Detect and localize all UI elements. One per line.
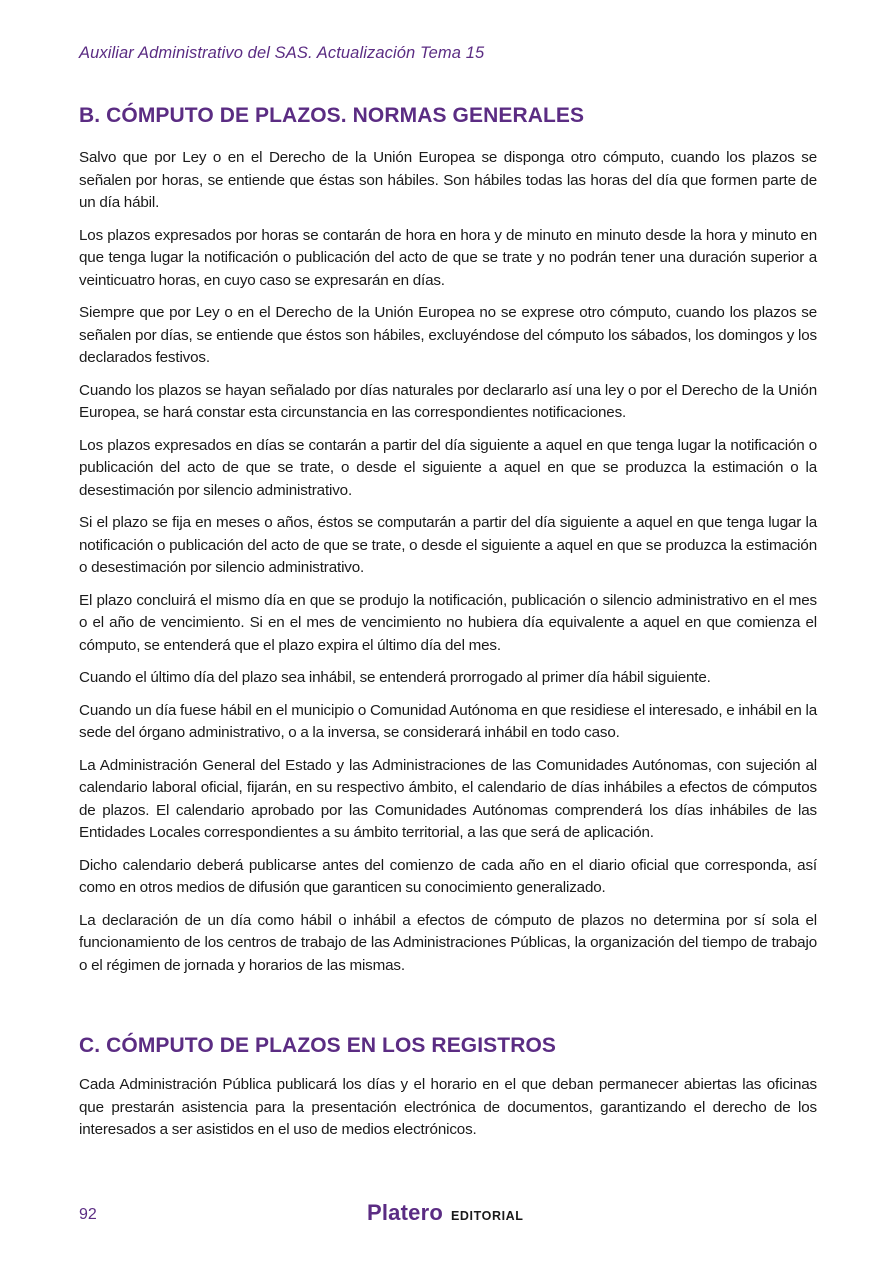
paragraph: Los plazos expresados por horas se contarán de hora en hora y de minuto en minuto desde la hora y minuto en que tenga lugar la notificación o publicación del acto de que se trate y no podrán tener una duración superior a veinticuatro horas, en cuyo caso se expresarán en días.: [79, 226, 817, 289]
paragraph: Salvo que por Ley o en el Derecho de la Unión Europea se disponga otro cómputo, cuando los plazos se señalen por horas, se entiende que éstas son hábiles. Son hábiles todas las horas del día que formen parte de un día hábil.: [79, 149, 817, 211]
section-heading-b: B. CÓMPUTO DE PLAZOS. NORMAS GENERALES: [79, 104, 585, 127]
publisher-logo: [367, 1200, 524, 1226]
paragraph: Siempre que por Ley o en el Derecho de la Unión Europea no se exprese otro cómputo, cuando los plazos se señalen por días, se entiende que éstos son hábiles, excluyéndose del cómputo los sábados, los domingos y los declarados festivos.: [79, 304, 817, 366]
page-number: 92: [79, 1206, 97, 1223]
paragraph: Cuando el último día del plazo sea inhábil, se entenderá prorrogado al primer día hábil siguiente.: [79, 669, 711, 686]
paragraph: Cuando los plazos se hayan señalado por días naturales por declararlo así una ley o por el Derecho de la Unión Europea, se hará constar esta circunstancia en las correspondientes notificaciones.: [79, 381, 817, 421]
section-heading-c: C. CÓMPUTO DE PLAZOS EN LOS REGISTROS: [79, 1034, 557, 1057]
section-c-body: [79, 1074, 817, 1152]
brand-name: Platero: [367, 1200, 443, 1225]
section-b-body: [79, 147, 817, 987]
running-header: Auxiliar Administrativo del SAS. Actualización Tema 15: [79, 44, 485, 62]
paragraph: Los plazos expresados en días se contarán a partir del día siguiente a aquel en que tenga lugar la notificación o publicación del acto de que se trate, o desde el siguiente a aquel en que se produzca la estimación o la desestimación por silencio administrativo.: [79, 436, 817, 499]
paragraph: Cada Administración Pública publicará los días y el horario en el que deban permanecer abiertas las oficinas que prestarán asistencia para la presentación electrónica de documentos, garantizando el derecho de los interesados a ser asistidos en el uso de medios electrónicos.: [79, 1076, 817, 1138]
paragraph: La declaración de un día como hábil o inhábil a efectos de cómputo de plazos no determina por sí sola el funcionamiento de los centros de trabajo de las Administraciones Públicas, la organización del tiempo de trabajo o el régimen de jornada y horarios de las mismas.: [79, 911, 817, 974]
paragraph: Cuando un día fuese hábil en el municipio o Comunidad Autónoma en que residiese el interesado, e inhábil en la sede del órgano administrativo, o a la inversa, se considerará inhábil en todo caso.: [79, 701, 817, 741]
paragraph: Dicho calendario deberá publicarse antes del comienzo de cada año en el diario oficial que corresponda, así como en otros medios de difusión que garanticen su conocimiento generalizado.: [79, 856, 817, 896]
brand-subtitle: EDITORIAL: [450, 1209, 524, 1223]
paragraph: El plazo concluirá el mismo día en que se produjo la notificación, publicación o silencio administrativo en el mes o el año de vencimiento. Si en el mes de vencimiento no hubiera día equivalente a aquel en que comienza el cómputo, se entenderá que el plazo expira el último día del mes.: [79, 591, 817, 654]
paragraph: Si el plazo se fija en meses o años, éstos se computarán a partir del día siguiente a aquel en que tenga lugar la notificación o publicación del acto de que se trate, o desde el siguiente a aquel en que se produzca la estimación o desestimación por silencio administrativo.: [79, 514, 817, 576]
paragraph: La Administración General del Estado y las Administraciones de las Comunidades Autónomas, con sujeción al calendario laboral oficial, fijarán, en su respectivo ámbito, el calendario de días inhábiles a efectos de cómputos de plazos. El calendario aprobado por las Comunidades Autónomas comprenderá los días inhábiles de las Entidades Locales correspondientes a su ámbito territorial, a las que será de aplicación.: [79, 756, 817, 841]
